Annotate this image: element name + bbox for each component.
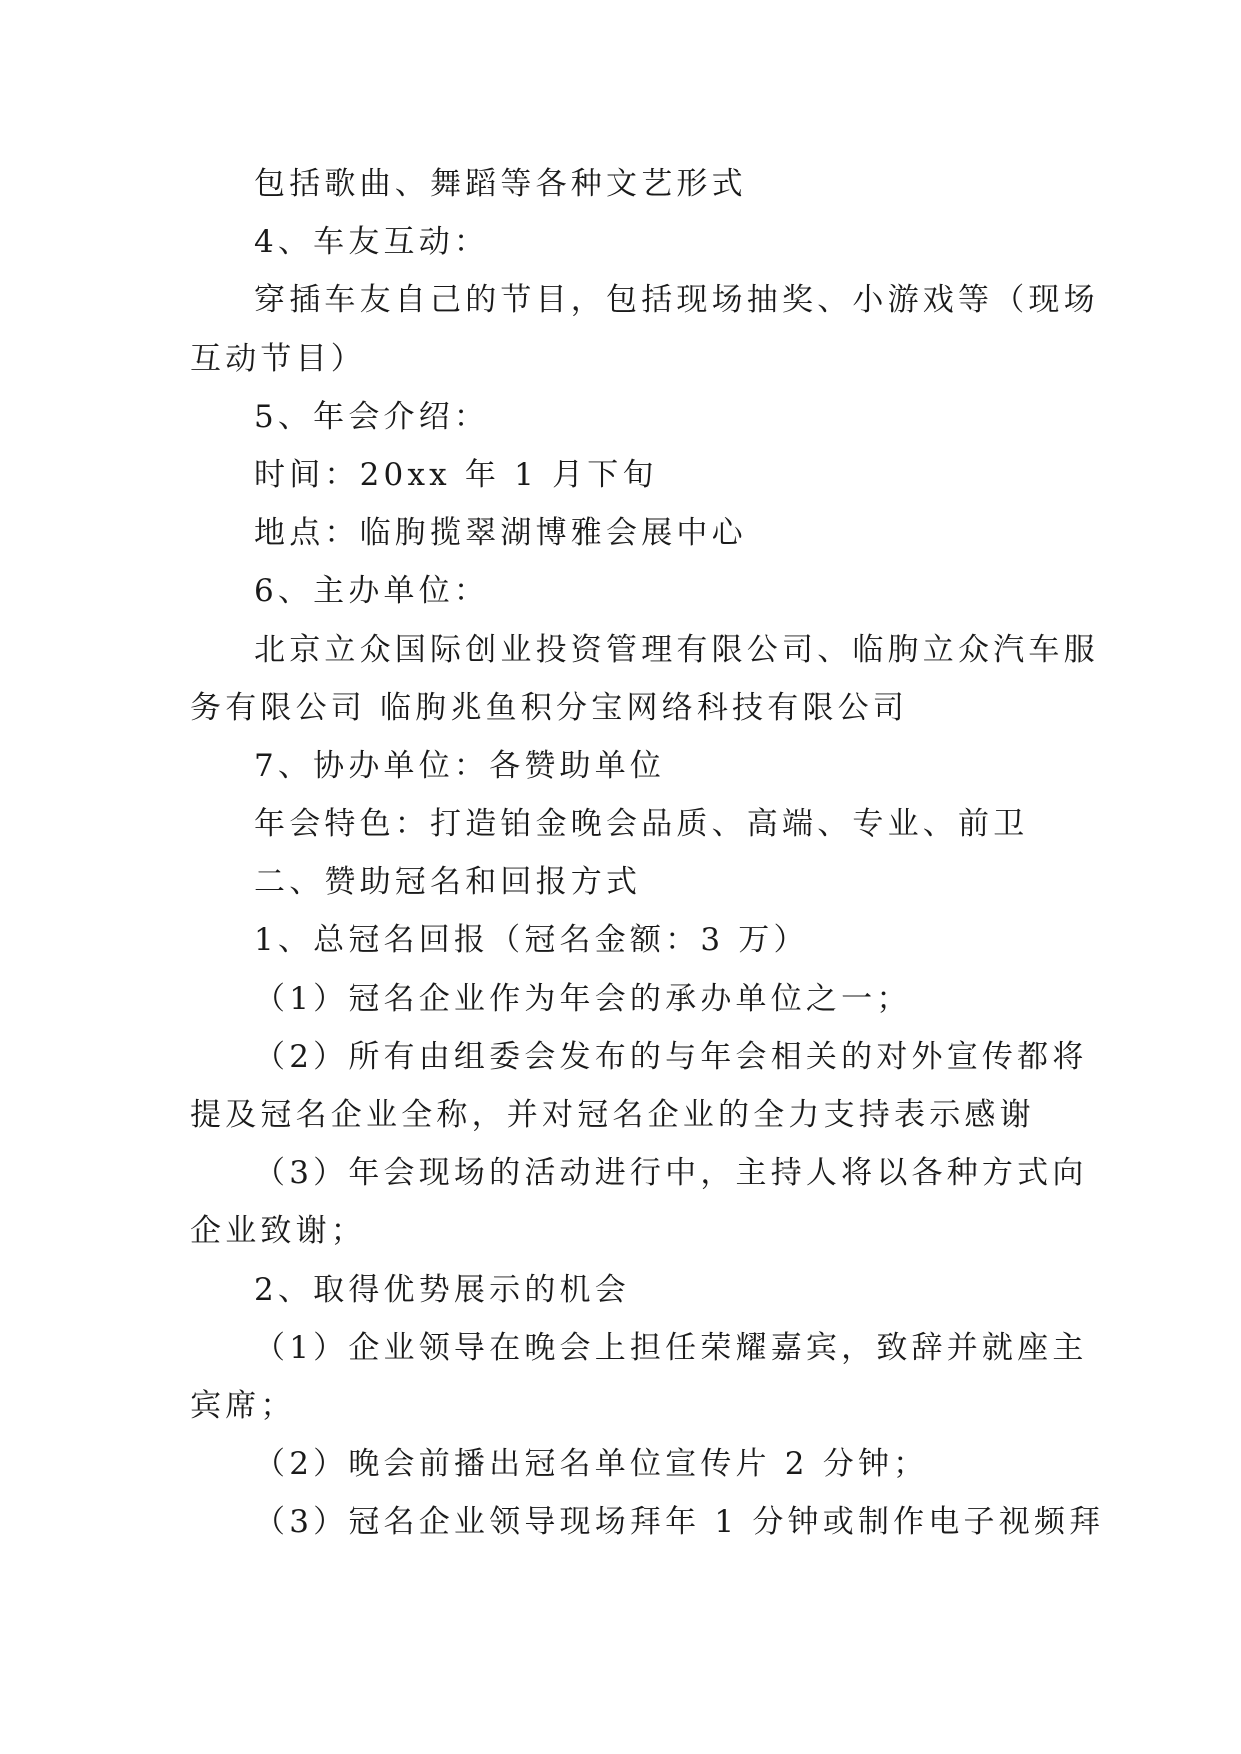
body-line: 包括歌曲、舞蹈等各种文艺形式	[254, 166, 747, 202]
chapter-heading-sponsorship: 二、赞助冠名和回报方式	[254, 864, 642, 901]
meeting-time: 时间：20xx 年 1 月下旬	[254, 456, 658, 493]
body-line: 企业致谢；	[190, 1213, 366, 1250]
document-body	[190, 155, 1105, 1552]
list-item: （1）冠名企业作为年会的承办单位之一；	[254, 980, 912, 1017]
list-item: （1）企业领导在晚会上担任荣耀嘉宾，致辞并就座主	[254, 1329, 1088, 1366]
body-line: 宾席；	[190, 1387, 296, 1424]
section-heading-organizers: 6、主办单位：	[254, 573, 490, 610]
section-heading-title-sponsor-return: 1、总冠名回报（冠名金额：3 万）	[254, 922, 809, 959]
body-line: 提及冠名企业全称，并对冠名企业的全力支持表示感谢	[190, 1097, 1035, 1133]
section-heading-annual-meeting-intro: 5、年会介绍：	[254, 398, 490, 435]
meeting-location: 地点：临朐揽翠湖博雅会展中心	[254, 515, 747, 552]
meeting-features: 年会特色：打造铂金晚会品质、高端、专业、前卫	[254, 806, 1029, 843]
body-line: 穿插车友自己的节目，包括现场抽奖、小游戏等（现场	[254, 282, 1099, 319]
list-item: （3）冠名企业领导现场拜年 1 分钟或制作电子视频拜	[254, 1504, 1105, 1541]
body-line: 互动节目）	[190, 340, 366, 377]
section-heading-showcase-opportunity: 2、取得优势展示的机会	[254, 1271, 630, 1308]
list-item: （2）晚会前播出冠名单位宣传片 2 分钟；	[254, 1446, 929, 1483]
body-line: 务有限公司 临朐兆鱼积分宝网络科技有限公司	[190, 689, 909, 726]
body-line: 北京立众国际创业投资管理有限公司、临朐立众汽车服	[254, 631, 1099, 668]
section-heading-co-organizers: 7、协办单位：各赞助单位	[254, 747, 666, 784]
list-item: （3）年会现场的活动进行中，主持人将以各种方式向	[254, 1155, 1088, 1192]
section-heading-car-owner-interaction: 4、车友互动：	[254, 224, 490, 261]
list-item: （2）所有由组委会发布的与年会相关的对外宣传都将	[254, 1038, 1088, 1075]
